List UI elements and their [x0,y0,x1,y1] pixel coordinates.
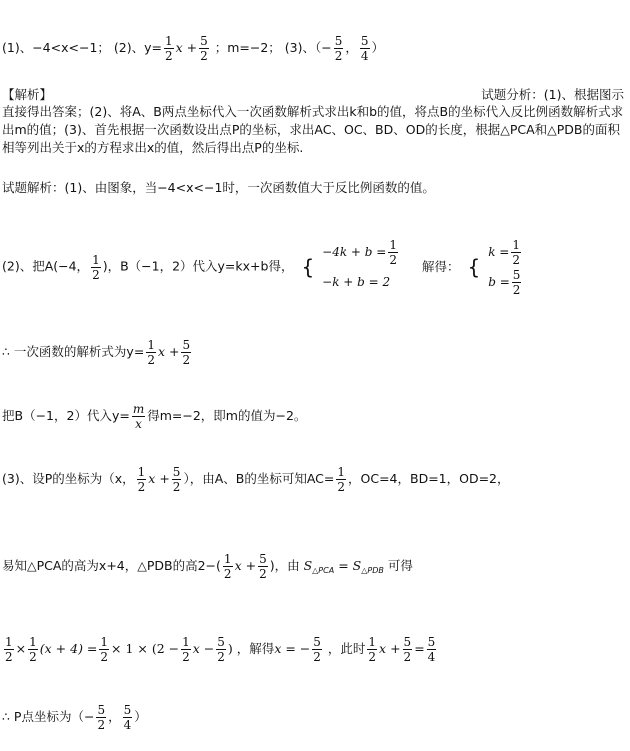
fraction-five-halves: $\frac{5}{2}$ [334,34,343,63]
answer-part2-prefix: (2)、y= [113,40,162,55]
fraction-half: $\frac{1}{2}$ [164,34,173,63]
solution-step2: (2)、把A(−4， $\frac{1}{2}$ )，B（−1，2）代入y=kx+b得， { −4k + b = $\frac{1}{2}$ −k + b = 2 解得： { k = $\frac{1}{2}$ b = $\frac{5}{2}$ [2,237,523,297]
answer-part2-mid: ；m=−2； [214,40,281,55]
solution-step4: 把B（−1，2）代入y= $\frac{m}{x}$ 得m=−2，即m的值为−2。 [2,402,307,431]
solution-step5: (3)、设P的坐标为（x， $\frac{1}{2}$ x + $\frac{5}{2}$ ），由A、B的坐标可知AC= $\frac{1}{2}$ ，OC=4，BD=1，OD=2， [2,465,510,494]
solution-system: k = $\frac{1}{2}$ b = $\frac{5}{2}$ [488,237,521,297]
analysis-label: 试题分析：(1)、根据图示 [481,87,624,102]
fraction-five-quarters: $\frac{5}{4}$ [360,34,369,63]
solution-step6: 易知△PCA的高为x+4，△PDB的高2−( $\frac{1}{2}$ x + $\frac{5}{2}$ )，由 $S_{\triangle PCA} = S_{\triangle PDB}$ 可得 [2,552,413,581]
answer-line: (1)、−4<x<−1； (2)、y= $\frac{1}{2}$ x + $\frac{5}{2}$ ；m=−2； (3)、（− $\frac{5}{2}$ ， $\frac{5}{4}$ ） [2,34,385,63]
fraction-half: $\frac{1}{2}$ [92,252,100,282]
fraction-five-halves: $\frac{5}{2}$ [200,34,208,63]
answer-part1: (1)、−4<x<−1； [2,40,110,55]
solution-brace: { [467,255,481,279]
equation-system: −4k + b = $\frac{1}{2}$ −k + b = 2 [322,237,397,289]
analysis-heading: 【解析】 [2,87,53,102]
solution-step1: 试题解析：(1)、由图象，当−4<x<−1时，一次函数值大于反比例函数的值。 [2,180,435,195]
answer-part3-prefix: (3)、（− [284,40,332,55]
solution-step7: $\frac{1}{2}$ × $\frac{1}{2}$ (x + 4) = $\frac{1}{2}$ × 1 × (2 − $\frac{1}{2}$ x − $\frac{5}{2}$ ) ，解得x = − $\frac{5}{2}$ ，此时 $\frac{1}{2}$ x + $\frac{5}{2}$ = $\frac{5}{4}$ [5,635,436,664]
analysis-text: 直接得出答案；(2)、将A、B两点坐标代入一次函数解析式求出k和b的值，将点B的坐标代入反比例函数解析式求出m的值；(3)、首先根据一次函数设出点P的坐标，求出AC、OC、BD、OD的长度，根据△PCA和△PDB的面积相等列出关于x的方程求出x的值，然后得出点P的坐标. [2,104,624,155]
solution-step3: ∴ 一次函数的解析式为y= $\frac{1}{2}$ x + $\frac{5}{2}$ [2,338,191,367]
system-brace: { [301,255,315,279]
solution-step8: ∴ P点坐标为（− $\frac{5}{2}$ ， $\frac{5}{4}$ ） [2,703,147,732]
